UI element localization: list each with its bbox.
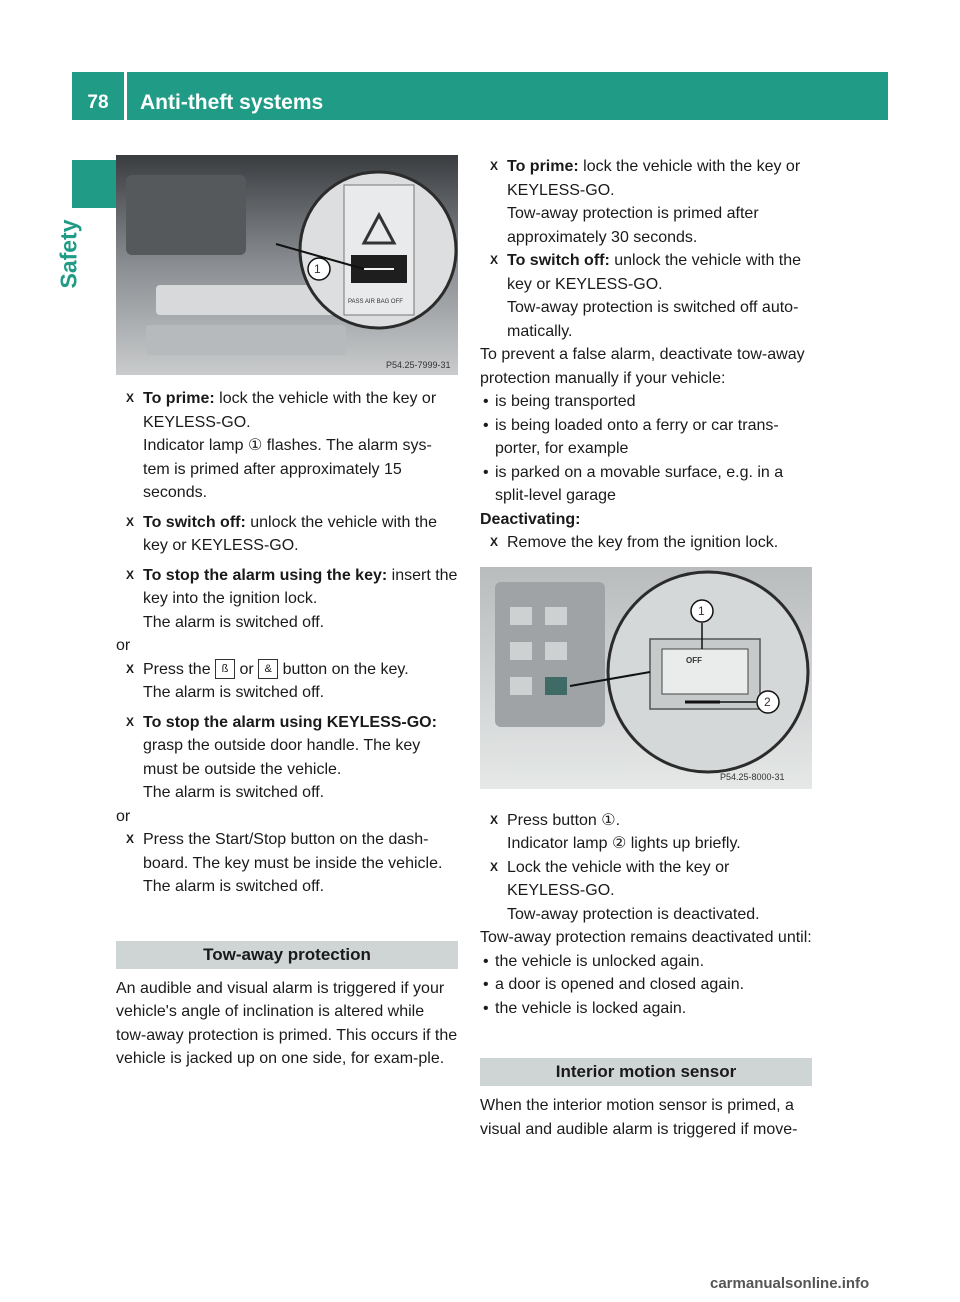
side-tab-label: Safety bbox=[55, 219, 82, 289]
side-tab-block bbox=[72, 160, 120, 208]
right-column bbox=[480, 155, 812, 1141]
press-button-text: Press button ①. bbox=[507, 811, 621, 829]
alarm-off-text: The alarm is switched off. bbox=[143, 878, 325, 895]
section-heading-tow-away: Tow-away protection bbox=[116, 941, 458, 969]
or-text: or bbox=[116, 807, 131, 825]
list-item-text: is being transported bbox=[495, 393, 636, 410]
lock-key-icon: & bbox=[258, 659, 278, 679]
figure-tow-switch bbox=[480, 567, 812, 797]
start-stop-text: Press the Start/Stop button on the dash-board. The key must be inside the vehicle. bbox=[143, 831, 443, 872]
step-press-button-1 bbox=[480, 809, 812, 856]
or-mid-text: or bbox=[239, 660, 254, 678]
motion-sensor-paragraph: When the interior motion sensor is primed, a visual and audible alarm is triggered if move- bbox=[480, 1097, 798, 1138]
step-arrow-icon: X bbox=[490, 812, 499, 827]
button-on-key-text: button on the key. bbox=[282, 660, 409, 678]
remains-paragraph: Tow-away protection remains deactivated until: bbox=[480, 929, 812, 946]
switch-off-text: unlock the vehicle with the key or KEYLESS-GO. bbox=[143, 513, 438, 554]
figure-hazard-switch-svg bbox=[116, 155, 458, 375]
stop-keyless-label: To stop the alarm using KEYLESS-GO: bbox=[143, 713, 437, 731]
figure2-callout-1: 1 bbox=[698, 603, 705, 618]
prevent-paragraph: To prevent a false alarm, deactivate tow-away protection manually if your vehicle: bbox=[480, 346, 805, 387]
deactivating-label: Deactivating: bbox=[480, 510, 581, 528]
figure2-code: P54.25-8000-31 bbox=[720, 771, 785, 782]
tow-away-paragraph: An audible and visual alarm is triggered if your vehicle's angle of inclination is altered while tow-away protection is primed. This occurs if the vehicle is jacked up on one side, for exam-ple. bbox=[116, 979, 458, 1067]
step-prime bbox=[116, 387, 458, 505]
watermark: carmanualsonline.info bbox=[710, 1275, 870, 1292]
list-item: • a door is opened and closed again. bbox=[483, 976, 745, 993]
prime-text: lock the vehicle with the key or KEYLESS-GO. bbox=[143, 390, 437, 431]
indicator-lamp-text: Indicator lamp ② lights up briefly. bbox=[507, 835, 741, 852]
list-item-text: is being loaded onto a ferry or car trans-porter, for example bbox=[495, 416, 779, 457]
figure1-callout: 1 bbox=[314, 262, 321, 276]
left-column bbox=[116, 387, 458, 1071]
switch-off-label: To switch off: bbox=[143, 513, 246, 531]
step-arrow-icon: X bbox=[126, 567, 135, 582]
list-item: • is being transported bbox=[483, 393, 636, 410]
header-divider bbox=[124, 72, 127, 120]
list-item-text: the vehicle is unlocked again. bbox=[495, 952, 705, 970]
step-remove-key bbox=[480, 531, 812, 555]
step-arrow-icon: X bbox=[490, 253, 499, 267]
step-arrow-icon: X bbox=[126, 714, 135, 729]
step-arrow-icon: X bbox=[126, 391, 135, 405]
step-press-button bbox=[116, 658, 458, 705]
tow-prime-label: To prime: bbox=[507, 158, 579, 175]
tow-prime-text: lock the vehicle with the key or KEYLESS-GO. bbox=[507, 158, 801, 199]
step-arrow-icon: X bbox=[490, 535, 499, 549]
list-item: • the vehicle is locked again. bbox=[483, 999, 687, 1017]
list-item: • is being loaded onto a ferry or car trans-porter, for example bbox=[483, 416, 779, 457]
step-arrow-icon: X bbox=[126, 514, 135, 529]
step-arrow-icon: X bbox=[490, 859, 499, 874]
page-title: Anti-theft systems bbox=[140, 91, 324, 114]
tow-prime-text-2: Tow-away protection is primed after approximately 30 seconds. bbox=[507, 205, 759, 246]
step-lock-vehicle bbox=[480, 856, 812, 927]
figure2-button-text: OFF bbox=[686, 655, 702, 665]
alarm-off-text: The alarm is switched off. bbox=[143, 784, 325, 801]
tow-switch-off-text-2: Tow-away protection is switched off auto-matically. bbox=[507, 299, 799, 340]
figure-tow-switch-svg bbox=[480, 567, 812, 789]
remove-key-text: Remove the key from the ignition lock. bbox=[507, 534, 779, 551]
lock-vehicle-text: Lock the vehicle with the key or KEYLESS-GO. bbox=[507, 858, 730, 899]
prime-label: To prime: bbox=[143, 390, 215, 407]
figure2-callout-2: 2 bbox=[764, 694, 771, 709]
figure-hazard-switch bbox=[116, 155, 458, 375]
stop-keyless-text: grasp the outside door handle. The key must be outside the vehicle. bbox=[143, 737, 421, 778]
list-item-text: the vehicle is locked again. bbox=[495, 999, 687, 1017]
step-tow-switch-off bbox=[480, 249, 812, 343]
tow-switch-off-text: unlock the vehicle with the key or KEYLESS-GO. bbox=[507, 252, 802, 293]
alarm-off-text: The alarm is switched off. bbox=[143, 613, 325, 631]
alarm-off-text: The alarm is switched off. bbox=[143, 684, 325, 701]
prime-text-2: Indicator lamp ① flashes. The alarm sys-tem is primed after approximately 15 seconds. bbox=[143, 437, 432, 501]
step-tow-prime bbox=[480, 155, 812, 249]
step-stop-keyless bbox=[116, 711, 458, 805]
step-arrow-icon: X bbox=[490, 159, 499, 173]
press-the-text: Press the bbox=[143, 660, 211, 678]
deactivated-text: Tow-away protection is deactivated. bbox=[507, 905, 760, 923]
figure1-code: P54.25-7999-31 bbox=[386, 360, 451, 370]
or-text: or bbox=[116, 637, 131, 654]
unlock-key-icon: ß bbox=[215, 659, 235, 679]
step-switch-off bbox=[116, 511, 458, 558]
step-arrow-icon: X bbox=[126, 832, 135, 846]
figure1-panel-text: PASS AIR BAG OFF bbox=[348, 299, 403, 305]
section-heading-motion-sensor: Interior motion sensor bbox=[480, 1058, 812, 1086]
step-stop-key bbox=[116, 564, 458, 635]
tow-switch-off-label: To switch off: bbox=[507, 252, 610, 269]
list-item: • the vehicle is unlocked again. bbox=[483, 952, 705, 970]
stop-key-label: To stop the alarm using the key: bbox=[143, 566, 388, 584]
step-arrow-icon: X bbox=[126, 661, 135, 676]
step-start-stop bbox=[116, 828, 458, 899]
page-number: 78 bbox=[87, 92, 109, 113]
list-item-text: a door is opened and closed again. bbox=[495, 976, 745, 993]
list-item-text: is parked on a movable surface, e.g. in a split-level garage bbox=[495, 463, 784, 504]
list-item: • is parked on a movable surface, e.g. in a split-level garage bbox=[483, 463, 784, 504]
stop-key-text: insert the key into the ignition lock. bbox=[143, 566, 458, 607]
